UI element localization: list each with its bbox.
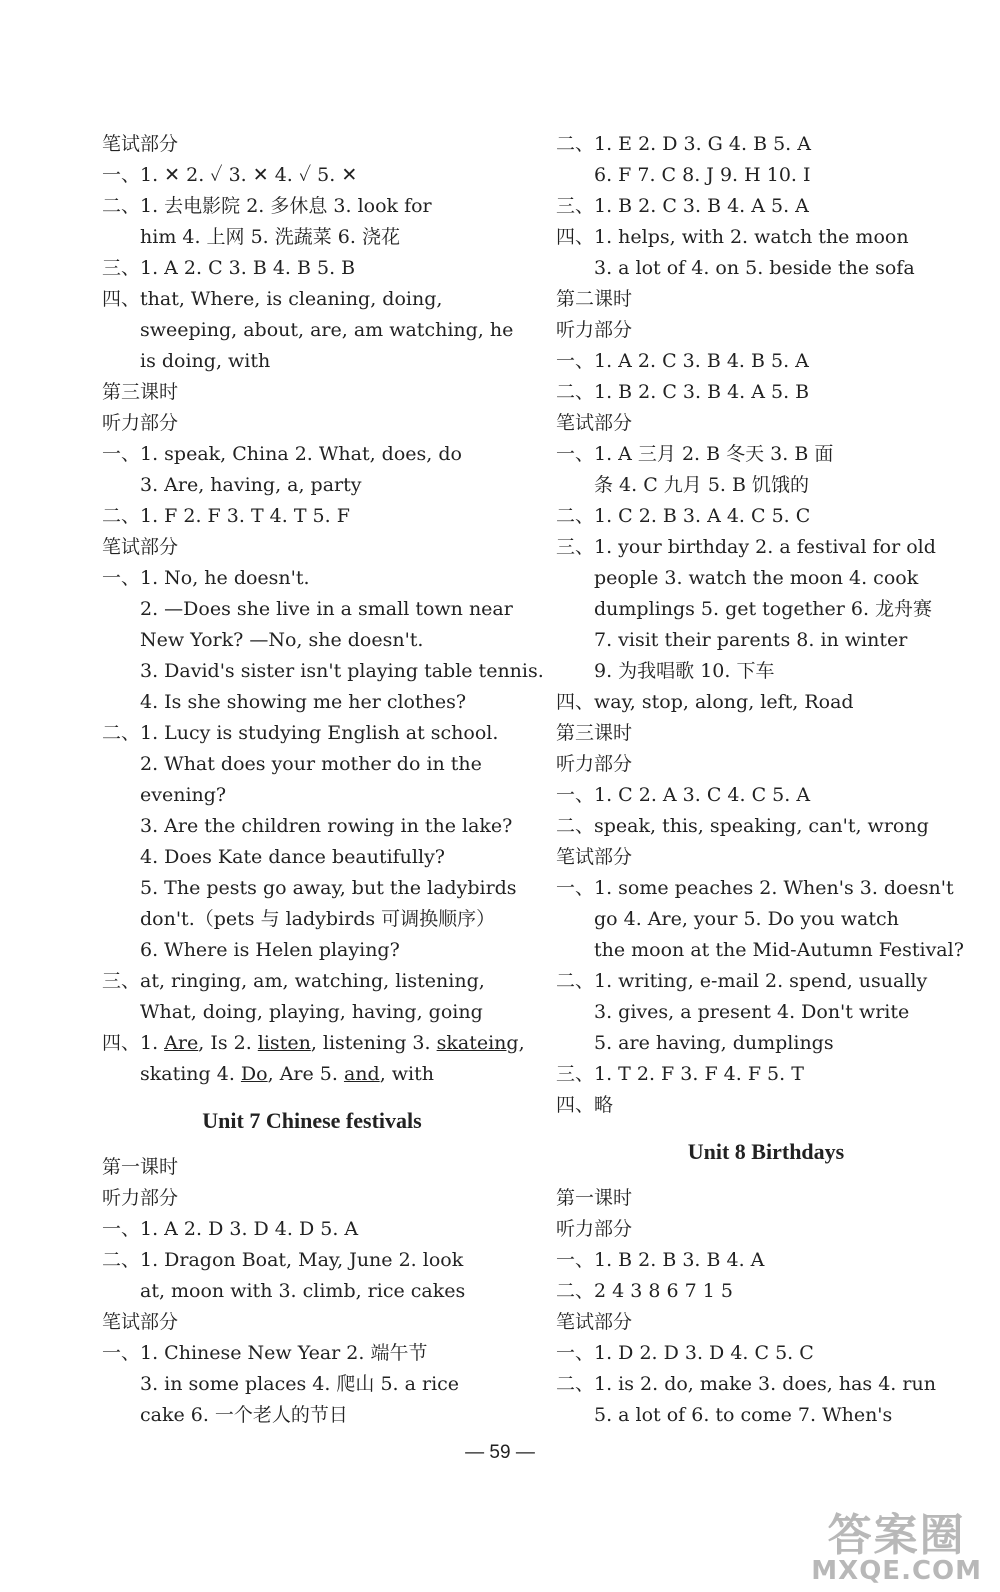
- answer-line: 笔试部分: [102, 536, 179, 558]
- unit7-title: Unit 7 Chinese festivals: [202, 1108, 422, 1133]
- answer-line: 一、1. B 2. B 3. B 4. A: [556, 1249, 765, 1271]
- answer-line: What, doing, playing, having, going: [140, 1001, 483, 1023]
- answer-line: don't.（pets 与 ladybirds 可调换顺序）: [140, 908, 496, 930]
- answer-line: 三、1. T 2. F 3. F 4. F 5. T: [556, 1063, 804, 1085]
- left-column: [102, 129, 544, 1431]
- answer-line: 笔试部分: [102, 1311, 179, 1333]
- answer-line: 一、1. ✕ 2. ✓ 3. ✕ 4. ✓ 5. ✕: [102, 164, 358, 186]
- answer-line: 3. a lot of 4. on 5. beside the sofa: [594, 257, 915, 279]
- answer-line: 条 4. C 九月 5. B 饥饿的: [594, 474, 809, 496]
- answer-line: 一、1. C 2. A 3. C 4. C 5. A: [556, 784, 811, 806]
- unit8-answer-lines: [556, 1183, 976, 1431]
- answer-line: people 3. watch the moon 4. cook: [594, 567, 919, 589]
- answer-line: 6. Where is Helen playing?: [140, 939, 400, 961]
- answer-line: 听力部分: [556, 1218, 633, 1240]
- answer-line: 二、1. Lucy is studying English at school.: [102, 722, 499, 744]
- answer-line: 9. 为我唱歌 10. 下车: [594, 660, 775, 682]
- answer-line: 四、略: [556, 1094, 614, 1116]
- answer-line: 7. visit their parents 8. in winter: [594, 629, 908, 651]
- answer-line: 笔试部分: [556, 1311, 633, 1333]
- answer-line: 3. gives, a present 4. Don't write: [594, 1001, 910, 1023]
- answer-line: 听力部分: [556, 753, 633, 775]
- answer-line: 第一课时: [556, 1187, 633, 1209]
- answer-line: 三、1. B 2. C 3. B 4. A 5. A: [556, 195, 809, 217]
- unit8-title: Unit 8 Birthdays: [687, 1139, 845, 1164]
- answer-line: 听力部分: [102, 412, 179, 434]
- answer-line: 3. Are the children rowing in the lake?: [140, 815, 513, 837]
- answer-line: 第三课时: [102, 381, 179, 403]
- right-column: [556, 129, 976, 1431]
- answer-line: 二、1. is 2. do, make 3. does, has 4. run: [556, 1373, 936, 1395]
- answer-line: go 4. Are, your 5. Do you watch: [594, 908, 899, 930]
- answer-line: 二、speak, this, speaking, can't, wrong: [556, 815, 929, 837]
- answer-line: dumplings 5. get together 6. 龙舟赛: [594, 598, 933, 620]
- answer-line: 3. Are, having, a, party: [140, 474, 362, 496]
- answer-line: at, moon with 3. climb, rice cakes: [140, 1280, 466, 1302]
- answer-line: 3. in some places 4. 爬山 5. a rice: [140, 1373, 460, 1395]
- answer-line: 四、way, stop, along, left, Road: [556, 691, 854, 713]
- answer-line: 4. Does Kate dance beautifully?: [140, 846, 445, 868]
- answer-line: 二、1. B 2. C 3. B 4. A 5. B: [556, 381, 810, 403]
- answer-line: New York? —No, she doesn't.: [140, 629, 424, 651]
- answer-line: 2. What does your mother do in the: [140, 753, 482, 775]
- answer-line: cake 6. 一个老人的节日: [140, 1404, 348, 1426]
- answer-line: 一、1. A 三月 2. B 冬天 3. B 面: [556, 443, 834, 465]
- watermark-bottom: MXQE.COM: [811, 1556, 982, 1586]
- answer-line: 第一课时: [102, 1156, 179, 1178]
- left-answer-lines: [102, 129, 544, 1028]
- answer-line: 5. The pests go away, but the ladybirds: [140, 877, 517, 899]
- answer-line: sweeping, about, are, am watching, he: [140, 319, 514, 341]
- answer-line: 一、1. A 2. D 3. D 4. D 5. A: [102, 1218, 359, 1240]
- answer-line: 笔试部分: [556, 412, 633, 434]
- answer-line-underlined-1: 四、1. Are, Is 2. listen, listening 3. skateing,: [102, 1032, 525, 1054]
- answer-line: 二、1. F 2. F 3. T 4. T 5. F: [102, 505, 350, 527]
- answer-line: 一、1. Chinese New Year 2. 端午节: [102, 1342, 428, 1364]
- answer-line: 第三课时: [556, 722, 633, 744]
- answer-line: 2. —Does she live in a small town near: [140, 598, 513, 620]
- answer-line: the moon at the Mid-Autumn Festival?: [594, 939, 964, 961]
- answer-line: 一、1. speak, China 2. What, does, do: [102, 443, 462, 465]
- answer-line: 笔试部分: [556, 846, 633, 868]
- answer-line: 听力部分: [556, 319, 633, 341]
- answer-line: 二、1. C 2. B 3. A 4. C 5. C: [556, 505, 811, 527]
- answer-line: him 4. 上网 5. 洗蔬菜 6. 浇花: [140, 226, 400, 248]
- answer-line: 3. David's sister isn't playing table tennis.: [140, 660, 544, 682]
- answer-line: 4. Is she showing me her clothes?: [140, 691, 467, 713]
- answer-line: 5. a lot of 6. to come 7. When's: [594, 1404, 893, 1426]
- answer-line: is doing, with: [140, 350, 271, 372]
- answer-line: 5. are having, dumplings: [594, 1032, 834, 1054]
- answer-line: 一、1. D 2. D 3. D 4. C 5. C: [556, 1342, 814, 1364]
- answer-line: 四、that, Where, is cleaning, doing,: [102, 288, 443, 310]
- unit7-answer-lines: [102, 1152, 522, 1431]
- answer-line: 三、1. A 2. C 3. B 4. B 5. B: [102, 257, 356, 279]
- answer-line: 一、1. No, he doesn't.: [102, 567, 310, 589]
- answer-line: 二、1. 去电影院 2. 多休息 3. look for: [102, 195, 432, 217]
- watermark-top: 答案圈: [827, 1510, 966, 1561]
- answer-line: 二、1. E 2. D 3. G 4. B 5. A: [556, 133, 811, 155]
- answer-line: 三、at, ringing, am, watching, listening,: [102, 970, 485, 992]
- answer-line: 二、2 4 3 8 6 7 1 5: [556, 1280, 733, 1302]
- answer-line: 6. F 7. C 8. J 9. H 10. I: [594, 164, 811, 186]
- answer-line: 二、1. Dragon Boat, May, June 2. look: [102, 1249, 464, 1271]
- answer-line: 三、1. your birthday 2. a festival for old: [556, 536, 936, 558]
- answer-line: 一、1. A 2. C 3. B 4. B 5. A: [556, 350, 809, 372]
- right-answer-lines: [556, 129, 976, 1121]
- answer-line: 一、1. some peaches 2. When's 3. doesn't: [556, 877, 954, 899]
- answer-line: 二、1. writing, e-mail 2. spend, usually: [556, 970, 928, 992]
- page-number: — 59 —: [465, 1442, 535, 1463]
- answer-line: 四、1. helps, with 2. watch the moon: [556, 226, 909, 248]
- answer-line: 第二课时: [556, 288, 633, 310]
- watermark-logo: [811, 1510, 982, 1586]
- answer-line: evening?: [140, 784, 227, 806]
- answer-line: 笔试部分: [102, 133, 179, 155]
- answer-line: 听力部分: [102, 1187, 179, 1209]
- answer-line-underlined-2: skating 4. Do, Are 5. and, with: [140, 1063, 434, 1085]
